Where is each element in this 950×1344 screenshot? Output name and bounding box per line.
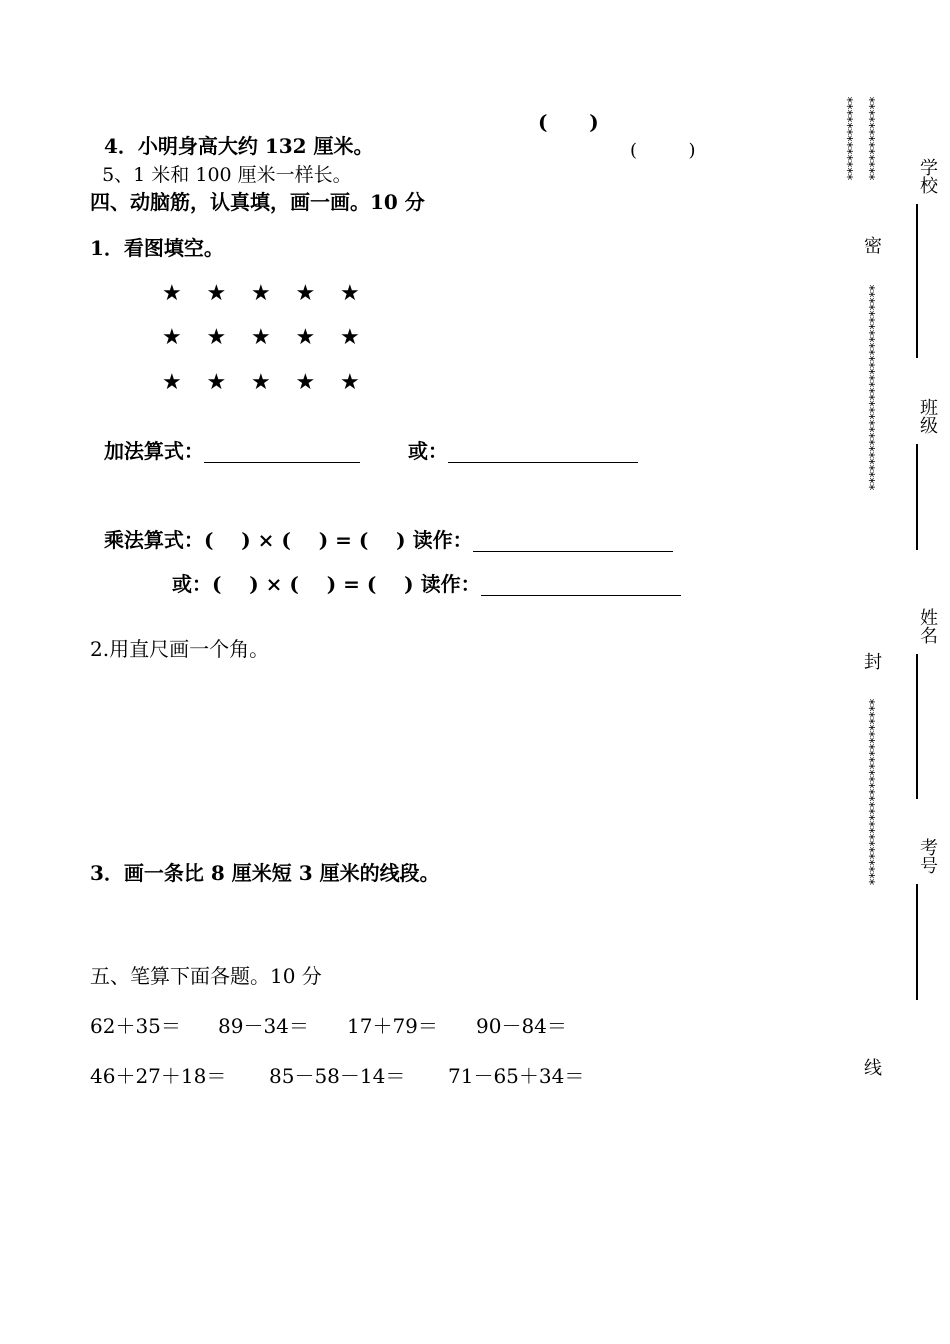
section4-q1-title: 1．看图填空。 xyxy=(90,236,224,260)
star-icon: ★ xyxy=(206,281,227,306)
multiplication-label: 乘法算式： xyxy=(103,528,204,552)
seal-mi: 密 xyxy=(861,236,882,254)
section5-title: 五、笔算下面各题。10 分 xyxy=(90,964,322,988)
addition-or-label: 或： xyxy=(407,439,448,463)
multiplication-line xyxy=(90,504,673,552)
calc-item[interactable]: 85－58－14＝ xyxy=(269,1064,406,1088)
calc-item[interactable]: 17＋79＝ xyxy=(347,1014,438,1038)
seal-asterisks-mid: ******************************** xyxy=(861,284,876,490)
section4-q2: 2.用直尺画一个角。 xyxy=(90,637,270,661)
name-label: 姓名 xyxy=(917,608,938,644)
star-row xyxy=(162,325,385,350)
calc-item[interactable]: 89－34＝ xyxy=(218,1014,309,1038)
class-label: 班级 xyxy=(917,398,938,434)
addition-label: 加法算式： xyxy=(103,439,204,463)
star-row xyxy=(162,281,385,306)
star-icon: ★ xyxy=(295,281,316,306)
exam-id-label: 考号 xyxy=(917,838,938,874)
name-field[interactable] xyxy=(916,654,918,799)
judge-q4-text: 4．小明身高大约 132 厘米。 xyxy=(103,134,374,158)
seal-xian: 线 xyxy=(861,1058,882,1076)
school-label: 学校 xyxy=(917,158,938,194)
addition-or-line xyxy=(394,415,638,463)
calc-item[interactable]: 62＋35＝ xyxy=(90,1014,181,1038)
addition-line xyxy=(90,415,360,463)
multiplication-expr[interactable]: ( ) × ( ) = ( ) 读作： xyxy=(203,528,473,552)
exam-id-field[interactable] xyxy=(916,884,918,1000)
judge-q5-text: 5、1 米和 100 厘米一样长。 xyxy=(102,164,352,186)
segment-drawing-area[interactable] xyxy=(90,892,790,957)
star-icon: ★ xyxy=(162,325,182,350)
multiplication-or-line xyxy=(158,548,681,596)
seal-asterisks-bottom: ***************************** xyxy=(861,698,876,885)
judge-q5 xyxy=(90,139,352,187)
star-icon: ★ xyxy=(162,281,182,306)
seal-feng: 封 xyxy=(861,652,882,670)
judge-q4-paren[interactable]: ( ) xyxy=(538,110,599,134)
star-icon: ★ xyxy=(340,370,360,395)
star-icon: ★ xyxy=(251,325,271,350)
calc-item[interactable]: 46＋27＋18＝ xyxy=(90,1064,227,1088)
section4-q3: 3．画一条比 8 厘米短 3 厘米的线段。 xyxy=(90,861,440,885)
star-icon: ★ xyxy=(340,281,360,306)
seal-asterisks-short: ************* xyxy=(839,96,854,180)
school-field[interactable] xyxy=(916,204,918,358)
star-icon: ★ xyxy=(251,281,271,306)
calc-item[interactable]: 71－65＋34＝ xyxy=(448,1064,585,1088)
addition-answer-blank[interactable] xyxy=(204,442,360,463)
judge-q5-paren[interactable]: ( ) xyxy=(630,140,696,161)
multiplication-or-expr[interactable]: ( ) × ( ) = ( ) 读作： xyxy=(211,572,481,596)
star-icon: ★ xyxy=(162,370,182,395)
seal-asterisks-top: ************* xyxy=(861,96,876,180)
star-row xyxy=(162,370,385,395)
calc-item[interactable]: 90－84＝ xyxy=(476,1014,567,1038)
star-icon: ★ xyxy=(295,325,316,350)
addition-or-blank[interactable] xyxy=(448,442,638,463)
star-icon: ★ xyxy=(206,370,227,395)
section4-title: 四、动脑筋，认真填，画一画。10 分 xyxy=(90,190,425,214)
star-icon: ★ xyxy=(295,370,316,395)
class-field[interactable] xyxy=(916,444,918,550)
multiplication-or-label: 或： xyxy=(171,572,212,596)
star-icon: ★ xyxy=(206,325,227,350)
multiplication-or-read-blank[interactable] xyxy=(481,575,681,596)
star-icon: ★ xyxy=(340,325,360,350)
star-icon: ★ xyxy=(251,370,271,395)
angle-drawing-area[interactable] xyxy=(90,668,790,848)
